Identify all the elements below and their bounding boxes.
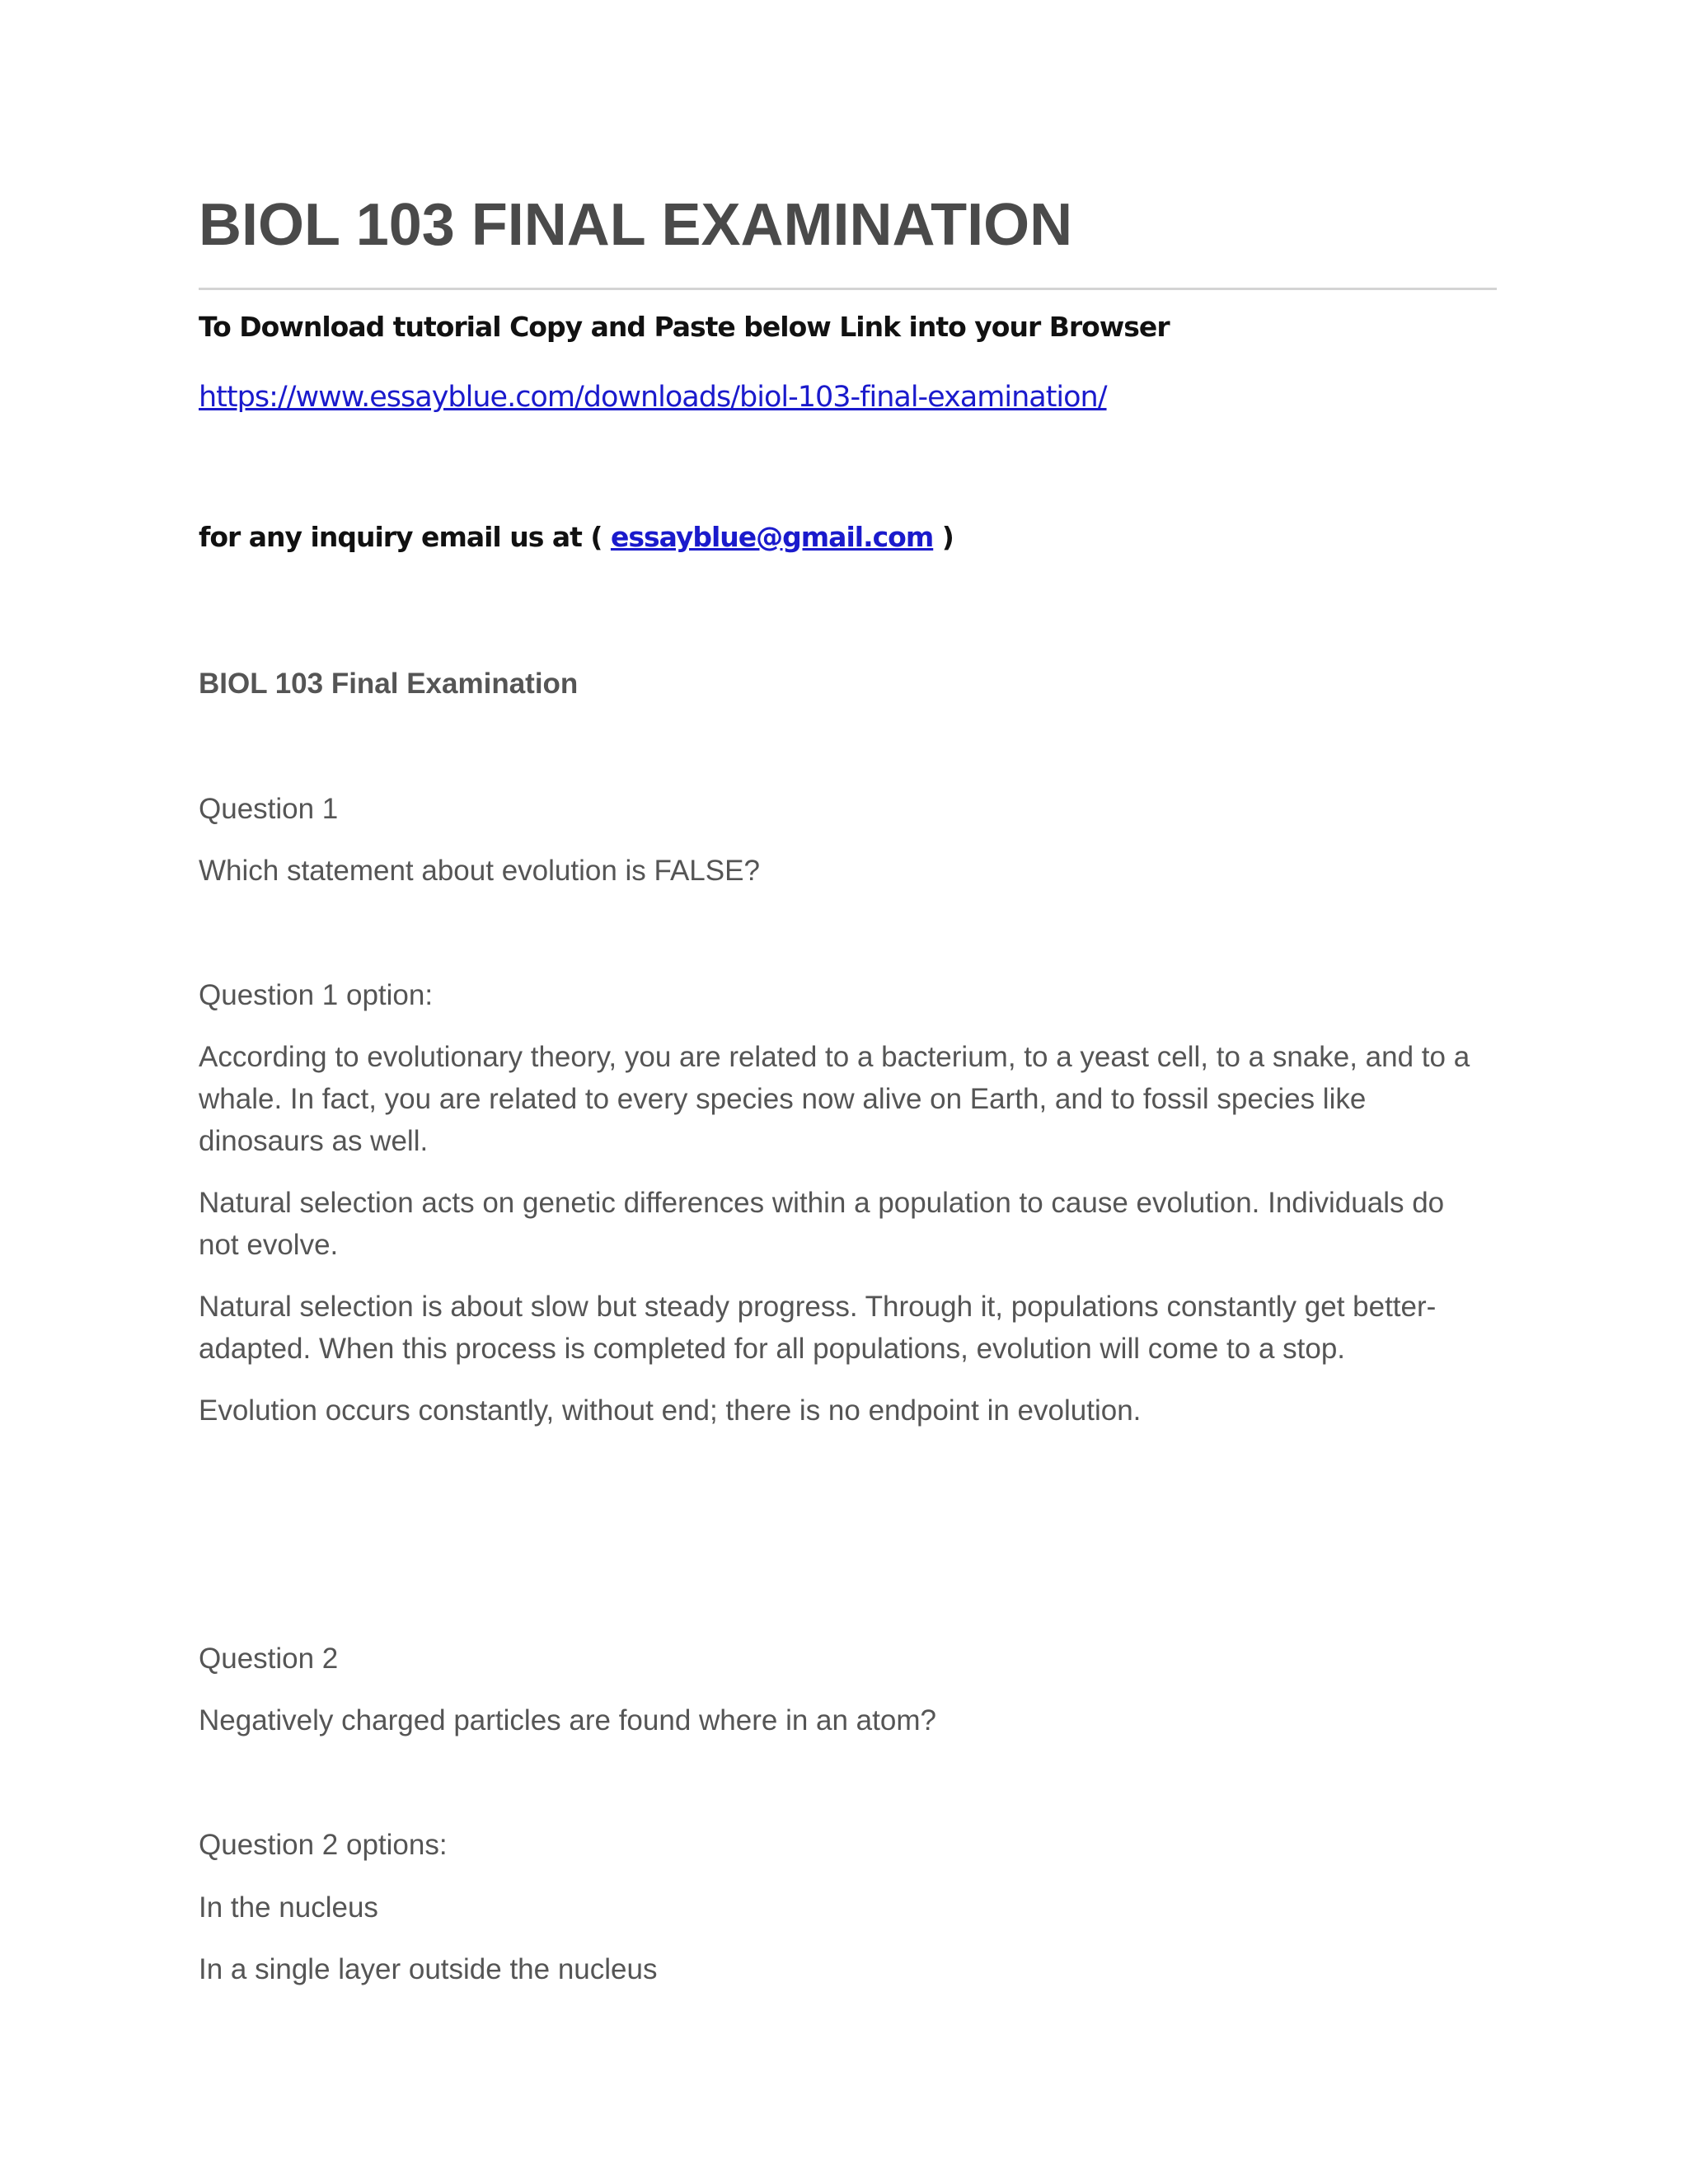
- page-title: BIOL 103 FINAL EXAMINATION: [199, 192, 1073, 258]
- download-link[interactable]: https://www.essayblue.com/downloads/biol-103-final-examination/: [199, 381, 1107, 414]
- answer-option: Natural selection acts on genetic differences within a population to cause evolution. Individuals do not evolve.: [199, 1187, 1445, 1261]
- answer-option: In a single layer outside the nucleus: [199, 1953, 658, 1985]
- question-heading: Question 1: [199, 793, 339, 825]
- answer-option: Natural selection is about slow but steady progress. Through it, populations constantly get better-adapted. When this process is completed for all populations, evolution will come to a stop.: [199, 1291, 1437, 1365]
- answer-option: In the nucleus: [199, 1891, 378, 1924]
- email-link[interactable]: essayblue@gmail.com: [610, 521, 934, 553]
- question-heading: Question 2: [199, 1643, 339, 1675]
- download-instructions: To Download tutorial Copy and Paste below Link into your Browser: [199, 311, 1170, 343]
- inquiry-suffix: ): [933, 521, 954, 553]
- options-heading: Question 2 options:: [199, 1829, 448, 1861]
- title-divider: [199, 288, 1497, 290]
- answer-option: According to evolutionary theory, you are related to a bacterium, to a yeast cell, to a snake, and to a whale. In fact, you are related to every species now alive on Earth, and to fossil species like dinosaurs as well.: [199, 1041, 1470, 1157]
- answer-option: Evolution occurs constantly, without end; there is no endpoint in evolution.: [199, 1394, 1142, 1427]
- options-heading: Question 1 option:: [199, 979, 434, 1011]
- inquiry-line: [199, 521, 954, 553]
- question-prompt: Negatively charged particles are found where in an atom?: [199, 1704, 936, 1736]
- document-subtitle: BIOL 103 Final Examination: [199, 668, 579, 700]
- question-prompt: Which statement about evolution is FALSE?: [199, 855, 760, 887]
- inquiry-prefix: for any inquiry email us at (: [199, 521, 611, 553]
